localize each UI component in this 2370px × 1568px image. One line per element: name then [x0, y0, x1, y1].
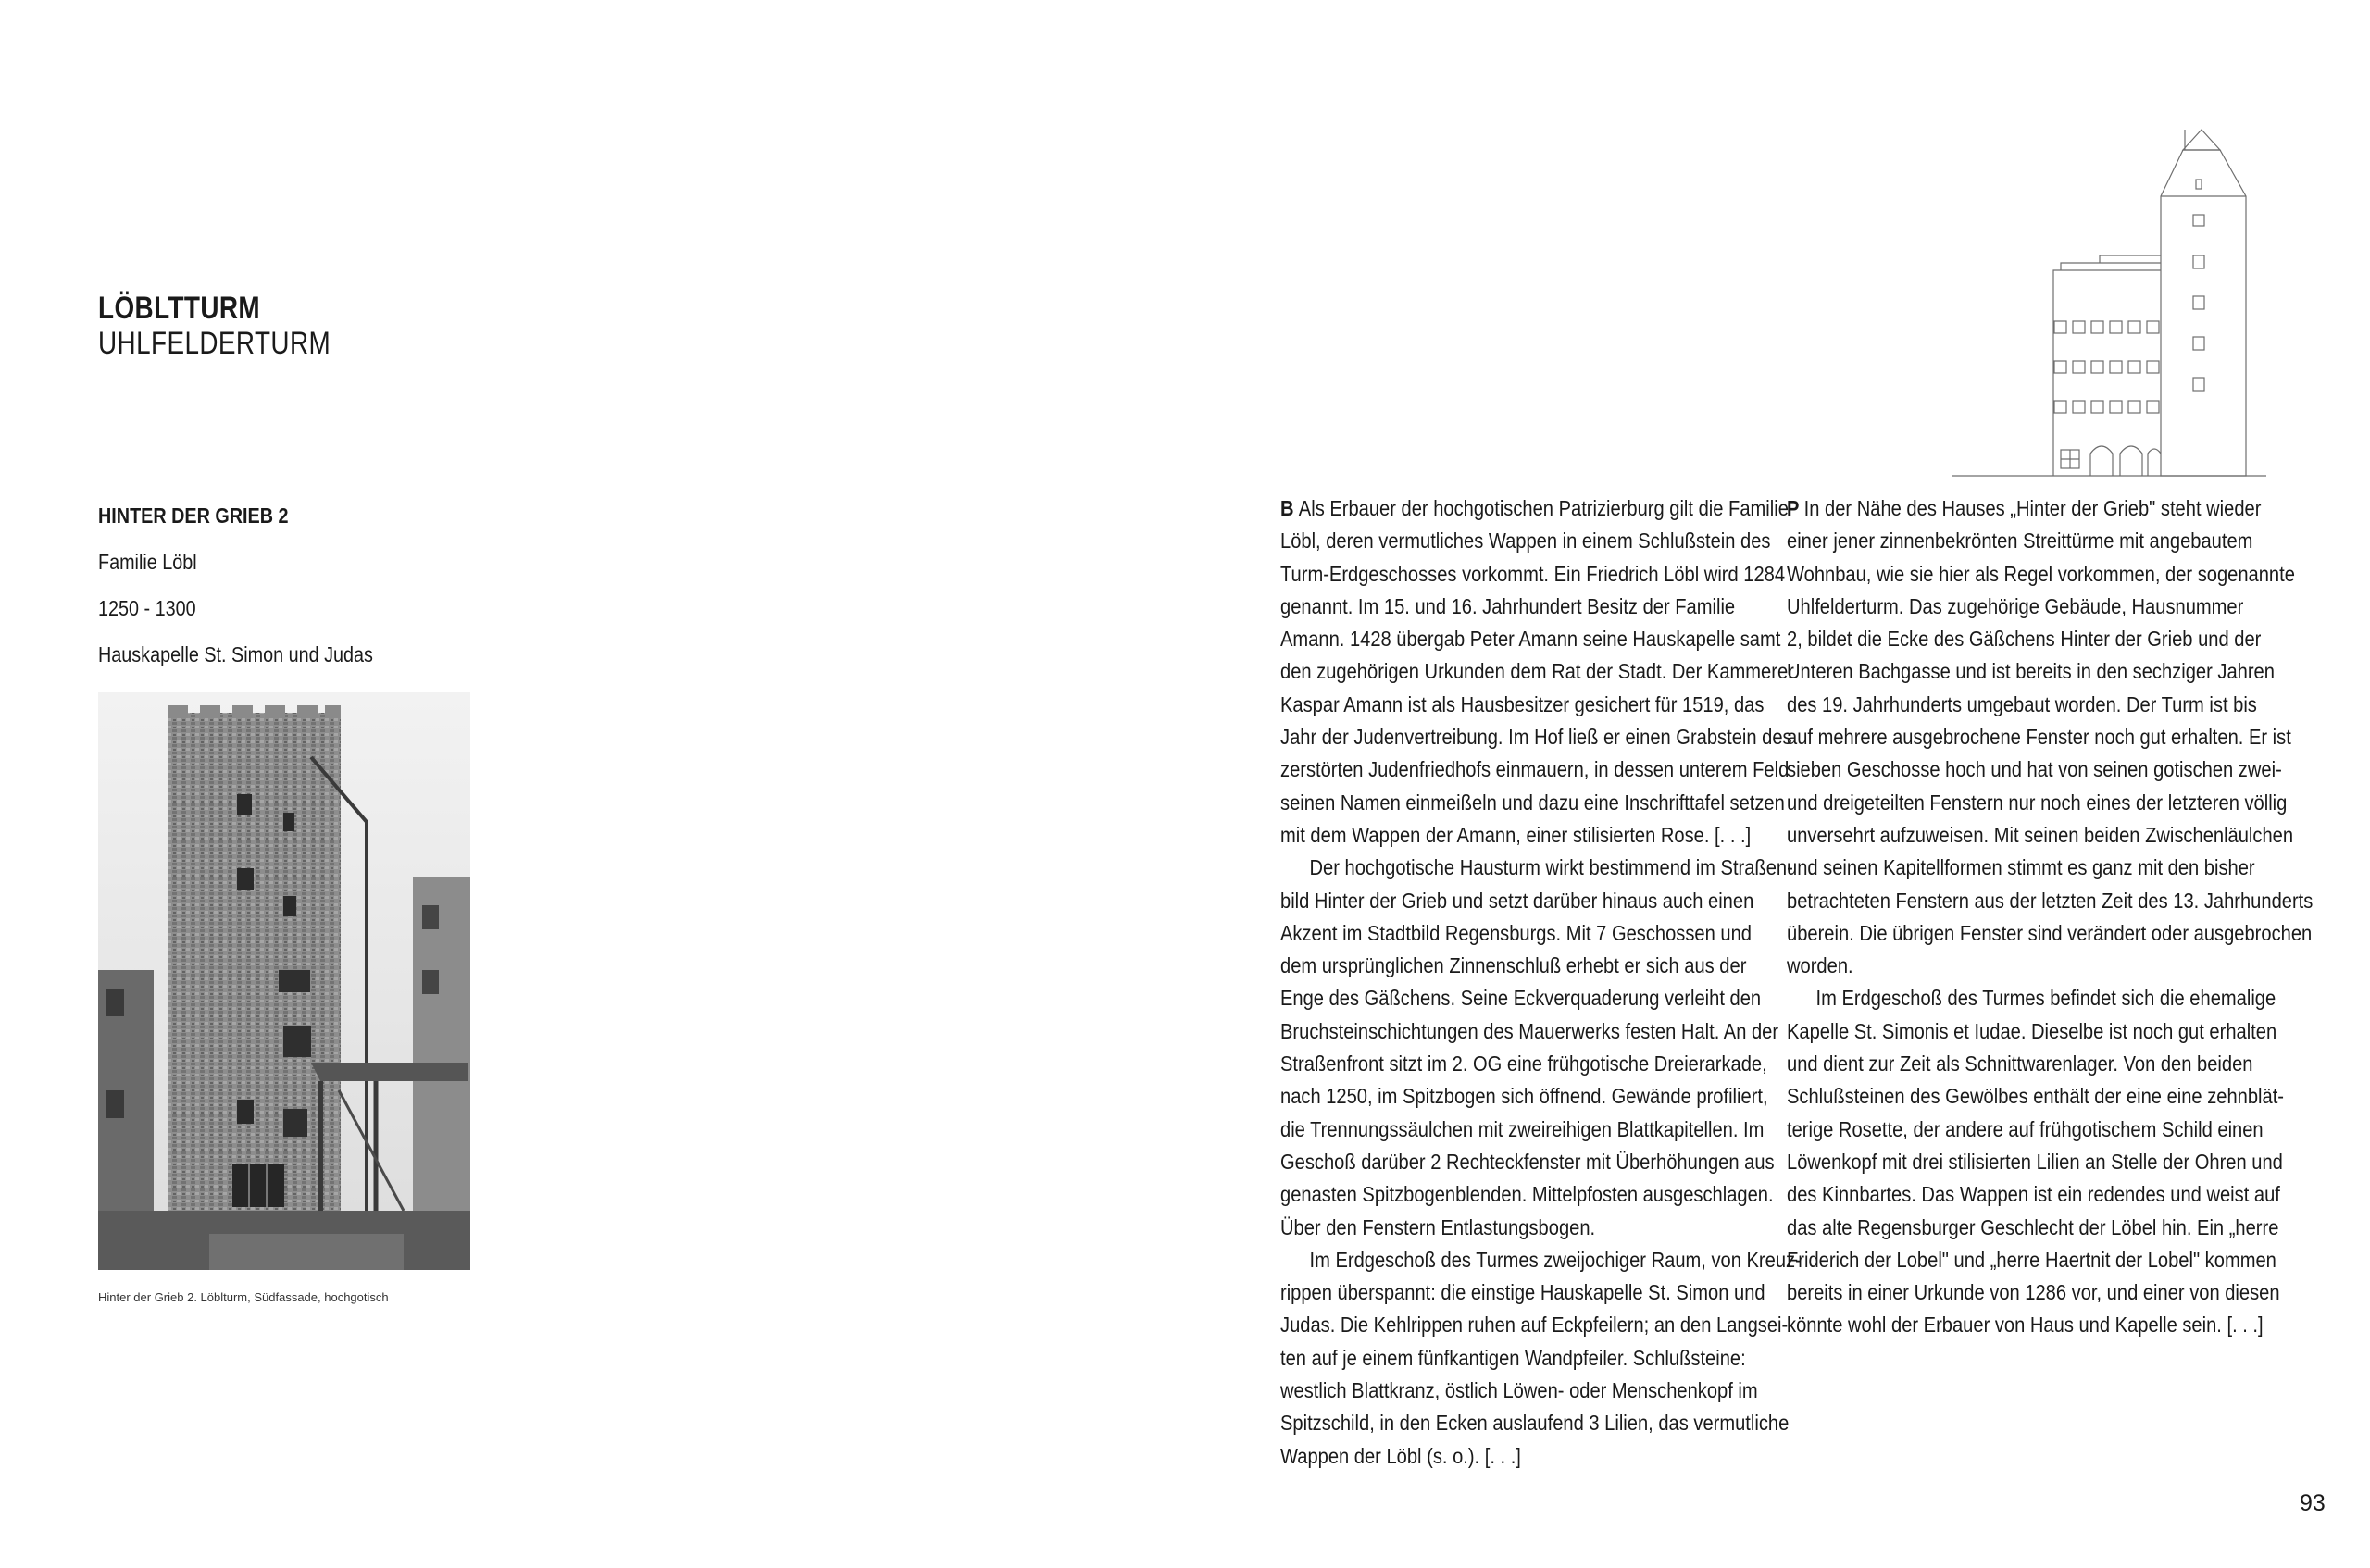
- photo-caption: Hinter der Grieb 2. Löblturm, Südfassade, hochgotisch: [98, 1290, 389, 1304]
- text-line: 2, bildet die Ecke des Gäßchens Hinter der Grieb und der: [1787, 627, 2262, 652]
- text-line: auf mehrere ausgebrochene Fenster noch gut erhalten. Er ist: [1787, 725, 2291, 750]
- text-line: Kaspar Amann ist als Hausbesitzer gesichert für 1519, das: [1280, 691, 1765, 716]
- tower-photo: [98, 692, 470, 1270]
- family-name: Familie Löbl: [98, 550, 197, 574]
- text-line: ten auf je einem fünfkantigen Wandpfeiler. Schlußsteine:: [1280, 1345, 1746, 1370]
- text-line: bild Hinter der Grieb und setzt darüber hinaus auch einen: [1280, 888, 1754, 913]
- address: HINTER DER GRIEB 2: [98, 504, 289, 528]
- text-line: westlich Blattkranz, östlich Löwen- oder Menschenkopf im: [1280, 1378, 1758, 1403]
- text-line: Friderich der Lobel" und „herre Haertnit der Lobel" kommen: [1787, 1247, 2276, 1272]
- text-line: einer jener zinnenbekrönten Streittürme mit angebautem: [1787, 529, 2253, 554]
- text-line: Schlußsteinen des Gewölbes enthält der eine eine zehnblät-: [1787, 1084, 2285, 1109]
- text-line: Im Erdgeschoß des Turmes zweijochiger Raum, von Kreuz-: [1309, 1247, 1802, 1272]
- text-line: terige Rosette, der andere auf frühgotischem Schild einen: [1787, 1116, 2264, 1141]
- date-range: 1250 - 1300: [98, 596, 196, 620]
- text-line: Als Erbauer der hochgotischen Patrizierburg gilt die Familie: [1298, 496, 1789, 520]
- text-line: den zugehörigen Urkunden dem Rat der Stadt. Der Kammerer: [1280, 659, 1794, 684]
- text-line: Löwenkopf mit drei stilisierten Lilien an Stelle der Ohren und: [1787, 1149, 2283, 1174]
- text-line: könnte wohl der Erbauer von Haus und Kapelle sein. [. . .]: [1787, 1313, 2264, 1338]
- text-line: des 19. Jahrhunderts umgebaut worden. Der Turm ist bis: [1787, 691, 2257, 716]
- text-line: Turm-Erdgeschosses vorkommt. Ein Friedrich Löbl wird 1284: [1280, 561, 1786, 586]
- text-line: dem ursprünglichen Zinnenschluß erhebt er sich aus der: [1280, 953, 1747, 978]
- page-number: 93: [2300, 1490, 2326, 1516]
- text-column-p: [1787, 492, 2314, 1342]
- text-line: überein. Die übrigen Fenster sind verändert oder ausgebrochen: [1787, 920, 2313, 945]
- text-line: Über den Fenstern Entlastungsbogen.: [1280, 1214, 1596, 1239]
- text-line: Bruchsteinschichtungen des Mauerwerks festen Halt. An der: [1280, 1018, 1779, 1043]
- column-initial: B: [1280, 496, 1294, 520]
- text-line: genannt. Im 15. und 16. Jahrhundert Besitz der Familie: [1280, 593, 1736, 618]
- page-title: LÖBLTTURM: [98, 291, 261, 326]
- column-initial: P: [1787, 496, 1800, 520]
- text-line: die Trennungssäulchen mit zweireihigen Blattkapitellen. Im: [1280, 1116, 1765, 1141]
- tower-elevation-drawing: [1952, 124, 2266, 479]
- text-line: Kapelle St. Simonis et Iudae. Dieselbe ist noch gut erhalten: [1787, 1018, 2277, 1043]
- text-line: des Kinnbartes. Das Wappen ist ein redendes und weist auf: [1787, 1182, 2280, 1207]
- text-column-b: [1280, 492, 1802, 1473]
- text-line: nach 1250, im Spitzbogen sich öffnend. Gewände profiliert,: [1280, 1084, 1768, 1109]
- text-line: Geschoß darüber 2 Rechteckfenster mit Überhöhungen aus: [1280, 1149, 1775, 1174]
- text-line: Wohnbau, wie sie hier als Regel vorkommen, der sogenannte: [1787, 561, 2295, 586]
- text-line: Unteren Bachgasse und ist bereits in den sechziger Jahren: [1787, 659, 2275, 684]
- text-line: mit dem Wappen der Amann, einer stilisierten Rose. [. . .]: [1280, 822, 1752, 847]
- text-line: zerstörten Judenfriedhofs einmauern, in dessen unterem Feld: [1280, 757, 1790, 782]
- text-line: Judas. Die Kehlrippen ruhen auf Eckpfeilern; an den Langsei-: [1280, 1313, 1789, 1338]
- text-line: In der Nähe des Hauses „Hinter der Grieb" steht wieder: [1803, 496, 2262, 520]
- text-line: unversehrt aufzuweisen. Mit seinen beiden Zwischenläulchen: [1787, 822, 2294, 847]
- text-line: und dreigeteilten Fenstern nur noch eines der letzteren völlig: [1787, 790, 2288, 815]
- text-line: worden.: [1787, 953, 1853, 978]
- text-line: Wappen der Löbl (s. o.). [. . .]: [1280, 1443, 1521, 1468]
- page-subtitle: UHLFELDERTURM: [98, 326, 331, 361]
- text-line: seinen Namen einmeißeln und dazu eine Inschrifttafel setzen: [1280, 790, 1785, 815]
- text-line: sieben Geschosse hoch und hat von seinen gotischen zwei-: [1787, 757, 2282, 782]
- text-line: genasten Spitzbogenblenden. Mittelpfosten ausgeschlagen.: [1280, 1182, 1774, 1207]
- text-line: betrachteten Fenstern aus der letzten Zeit des 13. Jahrhunderts: [1787, 888, 2314, 913]
- text-line: und dient zur Zeit als Schnittwarenlager. Von den beiden: [1787, 1052, 2253, 1076]
- chapel-name: Hauskapelle St. Simon und Judas: [98, 642, 373, 666]
- text-line: Amann. 1428 übergab Peter Amann seine Hauskapelle samt: [1280, 627, 1781, 652]
- text-line: Enge des Gäßchens. Seine Eckverquaderung verleiht den: [1280, 986, 1762, 1011]
- text-line: Jahr der Judenvertreibung. Im Hof ließ er einen Grabstein des: [1280, 725, 1792, 750]
- text-line: Uhlfelderturm. Das zugehörige Gebäude, Hausnummer: [1787, 593, 2244, 618]
- text-line: Im Erdgeschoß des Turmes befindet sich die ehemalige: [1815, 986, 2276, 1011]
- text-line: das alte Regensburger Geschlecht der Löbel hin. Ein „herre: [1787, 1214, 2279, 1239]
- text-line: Straßenfront sitzt im 2. OG eine frühgotische Dreierarkade,: [1280, 1052, 1767, 1076]
- text-line: rippen überspannt: die einstige Hauskapelle St. Simon und: [1280, 1280, 1765, 1305]
- text-line: Akzent im Stadtbild Regensburgs. Mit 7 Geschossen und: [1280, 920, 1752, 945]
- text-line: Löbl, deren vermutliches Wappen in einem Schlußstein des: [1280, 529, 1771, 554]
- text-line: bereits in einer Urkunde von 1286 vor, und einer von diesen: [1787, 1280, 2280, 1305]
- text-line: Der hochgotische Hausturm wirkt bestimmend im Straßen-: [1309, 855, 1793, 880]
- text-line: und seinen Kapitellformen stimmt es ganz mit den bisher: [1787, 855, 2255, 880]
- text-line: Spitzschild, in den Ecken auslaufend 3 Lilien, das vermutliche: [1280, 1411, 1790, 1436]
